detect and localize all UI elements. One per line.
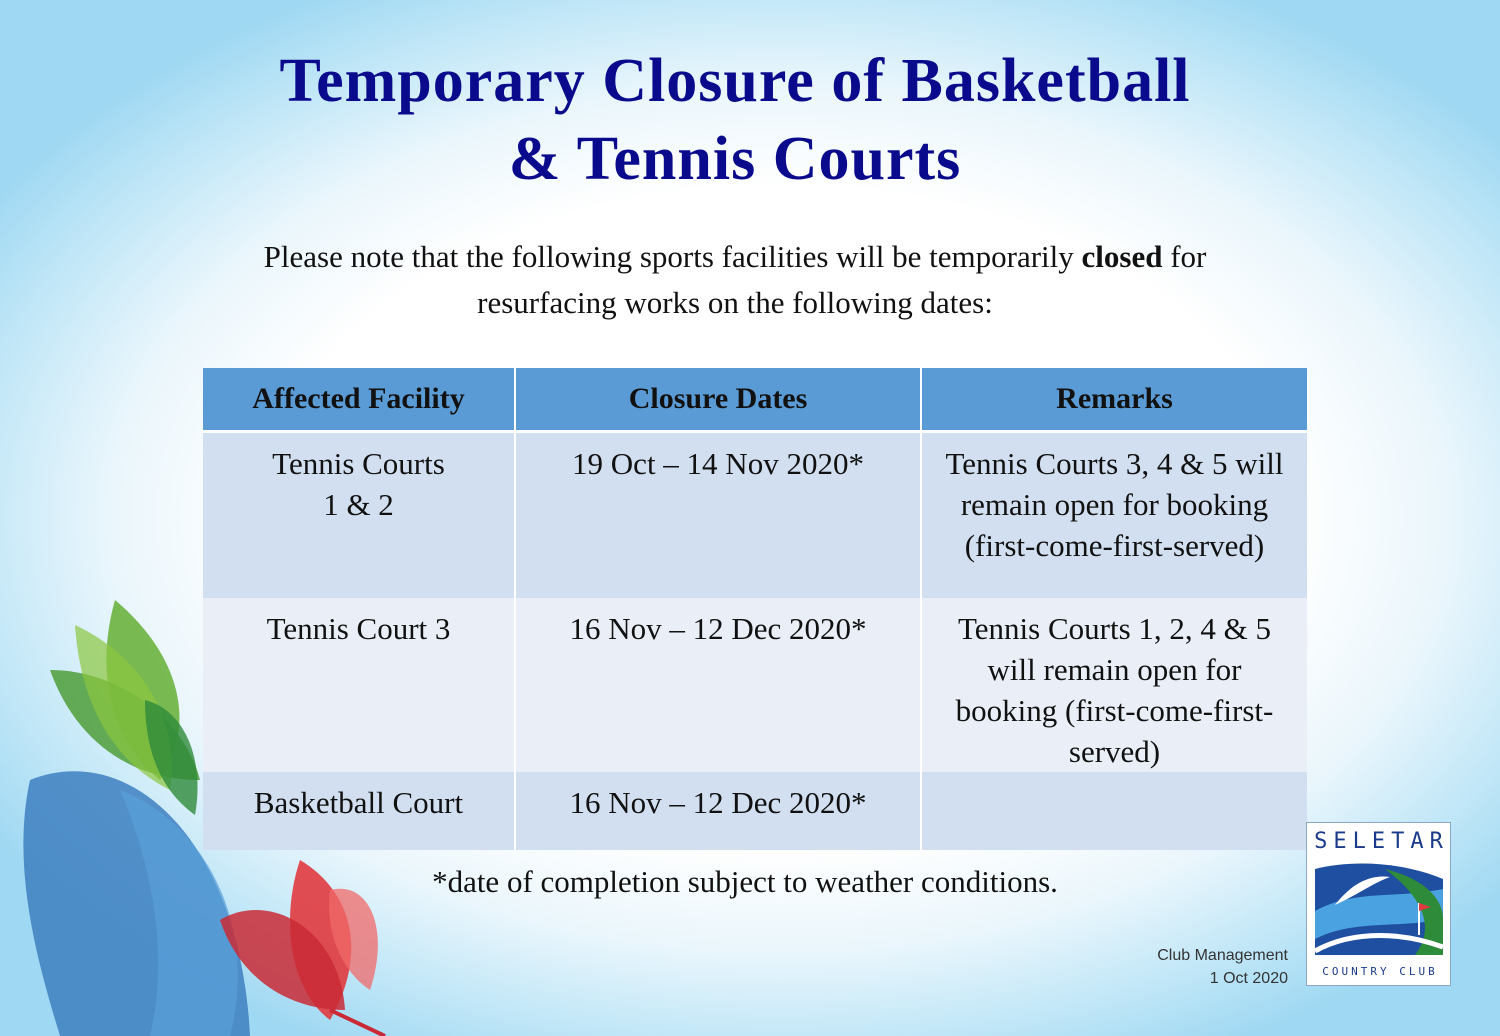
header-remarks: Remarks bbox=[921, 368, 1307, 432]
table-row bbox=[203, 432, 1307, 599]
title-line-1: Temporary Closure of Basketball bbox=[279, 47, 1191, 115]
dates-cell bbox=[515, 432, 921, 599]
facility-line: 1 & 2 bbox=[323, 487, 394, 522]
intro-text-start: Please note that the following sports facilities will be temporarily bbox=[263, 239, 1074, 274]
facility-line: Tennis Court 3 bbox=[266, 611, 451, 646]
remarks-line: served) bbox=[1068, 734, 1161, 769]
remarks-line: remain open for booking bbox=[960, 487, 1269, 522]
header-closure-dates: Closure Dates bbox=[515, 368, 921, 432]
title-line-2: & Tennis Courts bbox=[508, 125, 962, 193]
remarks-line: Tennis Courts 1, 2, 4 & 5 bbox=[958, 611, 1271, 646]
dates-cell bbox=[515, 772, 921, 850]
signoff-author: Club Management bbox=[1157, 947, 1288, 964]
closure-dates: 19 Oct – 14 Nov 2020* bbox=[572, 446, 864, 481]
club-logo bbox=[1306, 822, 1451, 986]
table-header-row bbox=[203, 368, 1307, 432]
closures-table bbox=[203, 368, 1307, 850]
signoff-date: 1 Oct 2020 bbox=[1209, 970, 1288, 987]
logo-emblem-icon bbox=[1315, 859, 1443, 955]
logo-top-text: SELETAR bbox=[1314, 829, 1449, 854]
facility-cell bbox=[203, 432, 515, 599]
header-affected-facility: Affected Facility bbox=[203, 368, 515, 432]
facility-line: Basketball Court bbox=[253, 785, 464, 820]
signoff bbox=[1157, 944, 1288, 990]
intro-paragraph bbox=[200, 234, 1270, 326]
page-title bbox=[150, 42, 1320, 198]
facility-line: Tennis Courts bbox=[272, 446, 445, 481]
remarks-line: (first-come-first-served) bbox=[964, 528, 1265, 563]
table-row bbox=[203, 772, 1307, 850]
closure-dates: 16 Nov – 12 Dec 2020* bbox=[569, 785, 867, 820]
remarks-cell bbox=[921, 598, 1307, 772]
remarks-cell bbox=[921, 772, 1307, 850]
intro-bold-word: closed bbox=[1081, 239, 1163, 274]
flower-stem bbox=[330, 1010, 385, 1036]
remarks-cell bbox=[921, 432, 1307, 599]
closure-dates: 16 Nov – 12 Dec 2020* bbox=[569, 611, 867, 646]
table-row bbox=[203, 598, 1307, 772]
remarks-line: Tennis Courts 3, 4 & 5 will bbox=[945, 446, 1284, 481]
intro-text-end: for resurfacing works on the following dates: bbox=[477, 239, 1207, 320]
facility-cell bbox=[203, 772, 515, 850]
remarks-line: booking (first-come-first- bbox=[955, 693, 1274, 728]
facility-cell bbox=[203, 598, 515, 772]
logo-bottom-text: COUNTRY CLUB bbox=[1322, 965, 1438, 978]
footnote: *date of completion subject to weather conditions. bbox=[432, 864, 1058, 899]
dates-cell bbox=[515, 598, 921, 772]
remarks-line: will remain open for bbox=[987, 652, 1242, 687]
